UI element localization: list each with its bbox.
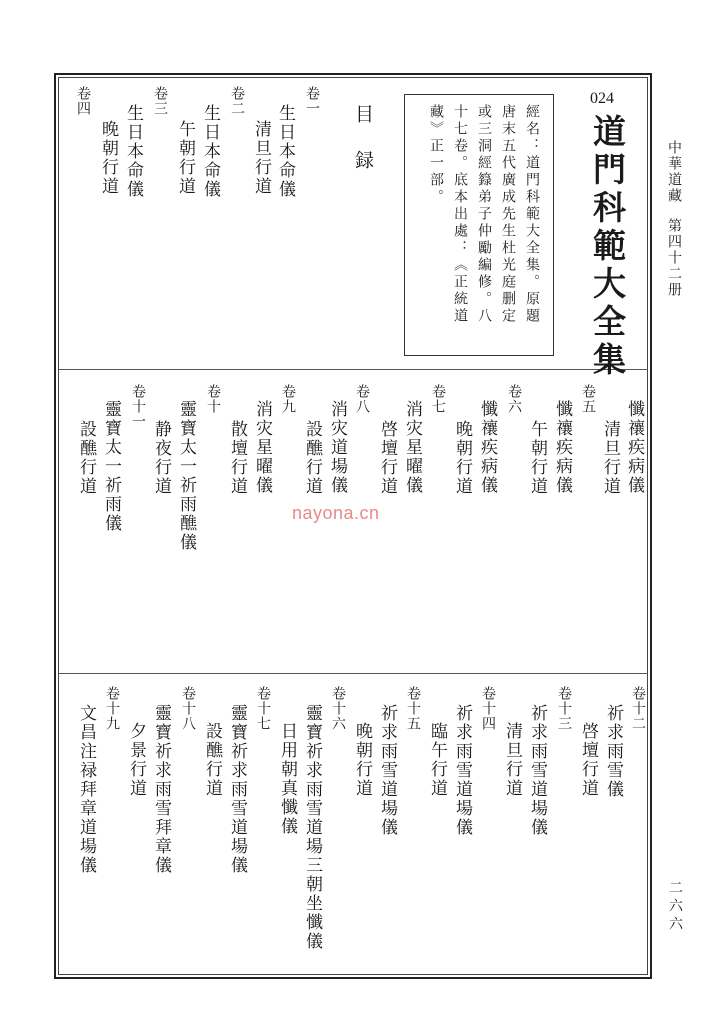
- toc-item: 祈求雨雪儀: [603, 704, 623, 799]
- note-line-4: 十七卷。底本出處：《正統道: [452, 104, 468, 325]
- toc-item: 生日本命儀: [123, 104, 143, 199]
- toc-item: 設醮行道: [202, 722, 222, 798]
- juan-label: 卷十四: [480, 686, 496, 731]
- toc-item: 消灾道場儀: [327, 400, 347, 495]
- toc-item: 晚朝行道: [452, 420, 472, 496]
- toc-item: 懺禳疾病儀: [477, 400, 497, 495]
- toc-item: 散壇行道: [227, 420, 247, 496]
- page-frame-inner: [58, 77, 648, 975]
- toc-item: 生日本命儀: [275, 104, 295, 199]
- series-title: 中華道藏: [666, 140, 682, 204]
- toc-item: 清旦行道: [600, 420, 620, 496]
- juan-label: 卷五: [580, 384, 596, 414]
- note-line-1: 經名：道門科範大全集。原題: [524, 104, 540, 325]
- page-title: 道門科範大全集: [588, 114, 627, 380]
- toc-item: 祈求雨雪道場儀: [452, 704, 472, 837]
- note-line-2: 唐末五代廣成先生杜光庭删定: [500, 104, 516, 325]
- toc-item: 啓壇行道: [578, 722, 598, 798]
- toc-item: 夕景行道: [126, 722, 146, 798]
- toc-item: 啓壇行道: [377, 420, 397, 496]
- toc-item: 文昌注禄拜章道場儀: [76, 704, 96, 875]
- toc-item: 清旦行道: [251, 120, 271, 196]
- toc-heading: 目 録: [352, 104, 374, 173]
- juan-label: 卷七: [430, 384, 446, 414]
- juan-label: 卷一: [304, 86, 320, 116]
- juan-label: 卷十九: [104, 686, 120, 731]
- watermark: nayona.cn: [292, 503, 380, 523]
- volume-label: 第四十二册: [666, 218, 682, 298]
- toc-item: 祈求雨雪道場儀: [377, 704, 397, 837]
- juan-label: 卷六: [506, 384, 522, 414]
- juan-label: 卷十六: [330, 686, 346, 731]
- juan-label: 卷十一: [130, 384, 146, 429]
- juan-label: 卷十二: [630, 686, 646, 731]
- toc-item: 懺禳疾病儀: [624, 400, 644, 495]
- toc-item: 消灾星曜儀: [252, 400, 272, 495]
- note-line-5: 藏》正一部。: [428, 104, 444, 206]
- section-divider-1: [58, 369, 648, 370]
- toc-item: 日用朝真懺儀: [277, 722, 297, 836]
- toc-item: 祈求雨雪道場儀: [527, 704, 547, 837]
- section-divider-2: [58, 673, 648, 674]
- juan-label: 卷八: [354, 384, 370, 414]
- juan-label: 卷十七: [255, 686, 271, 731]
- juan-label: 卷十: [205, 384, 221, 414]
- toc-item: 消灾星曜儀: [402, 400, 422, 495]
- juan-label: 卷十五: [405, 686, 421, 731]
- toc-item: 靈寶太一祈雨儀: [101, 400, 121, 533]
- toc-item: 晚朝行道: [352, 722, 372, 798]
- toc-item: 懺禳疾病儀: [552, 400, 572, 495]
- note-line-3: 或三洞經籙弟子仲勵編修。八: [476, 104, 492, 325]
- juan-label: 卷四: [75, 86, 91, 116]
- toc-item: 晚朝行道: [98, 120, 118, 196]
- toc-item: 臨午行道: [427, 722, 447, 798]
- toc-item: 清旦行道: [502, 722, 522, 798]
- page-number: 二六六: [667, 880, 683, 934]
- toc-item: 午朝行道: [527, 420, 547, 496]
- juan-label: 卷十八: [180, 686, 196, 731]
- toc-item: 午朝行道: [175, 120, 195, 196]
- toc-item: 靈寶祈求雨雪道場三朝坐懺儀: [302, 704, 322, 951]
- toc-item: 設醮行道: [76, 420, 96, 496]
- juan-label: 卷九: [280, 384, 296, 414]
- juan-label: 卷十三: [556, 686, 572, 731]
- toc-item: 靈寶祈求雨雪道場儀: [227, 704, 247, 875]
- toc-item: 生日本命儀: [200, 104, 220, 199]
- text-number: 024: [590, 90, 614, 107]
- juan-label: 卷二: [229, 86, 245, 116]
- toc-item: 静夜行道: [151, 420, 171, 496]
- toc-item: 靈寶太一祈雨醮儀: [176, 400, 196, 552]
- toc-item: 設醮行道: [302, 420, 322, 496]
- juan-label: 卷三: [152, 86, 168, 116]
- toc-item: 靈寶祈求雨雪拜章儀: [151, 704, 171, 875]
